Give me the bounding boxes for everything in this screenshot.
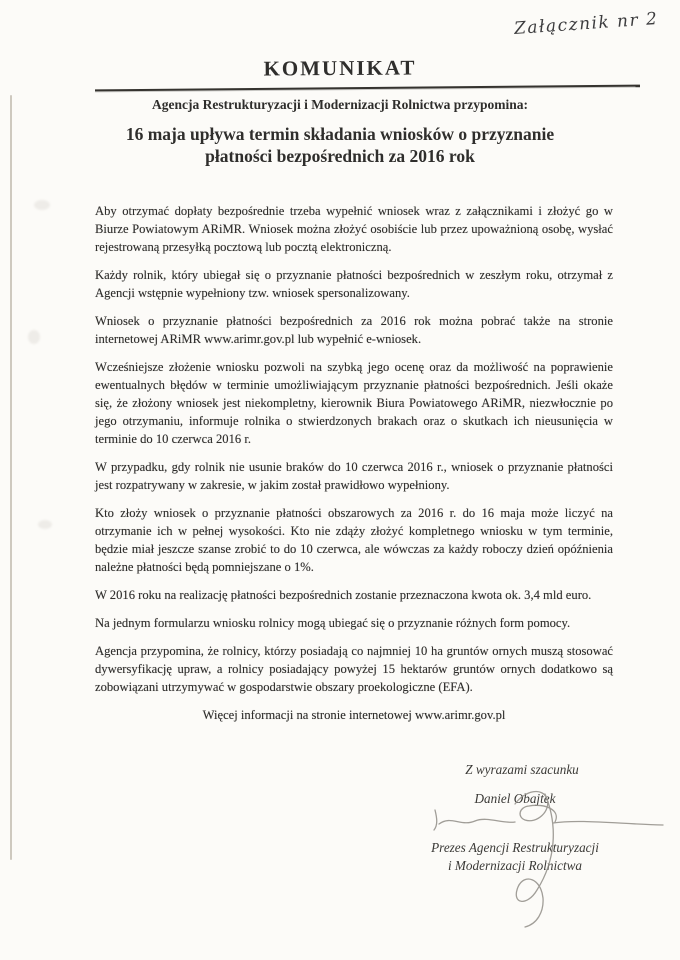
- paragraph-6: Kto złoży wniosek o przyznanie płatności obszarowych za 2016 r. do 16 maja może liczyć na otrzymanie ich w pełnej wysokości. Kto nie zdąży złożyć kompletnego wniosku w tym terminie, będzie miał jeszcze szanse zrobić to do 10 czerwca, ale wówczas za każdy roboczy dzień opóźnienia należne płatności będą pomniejszane o 1%.: [95, 506, 613, 574]
- document-body: [95, 202, 613, 724]
- paragraph-4: Wcześniejsze złożenie wniosku pozwoli na szybką jego ocenę oraz da możliwość na poprawienie ewentualnych błędów w terminie umożliwiającym przyznanie płatności bezpośrednich. Jeśli okaże się, że złożony wniosek jest niekompletny, kierownik Biura Powiatowego ARiMR, niezwłocznie po jego otrzymaniu, informuje rolnika o stwierdzonych brakach oraz o skutkach ich nieusunięcia w terminie do 10 czerwca 2016 r.: [95, 360, 613, 446]
- signature-block: [372, 762, 658, 875]
- signatory-title-line-1: Prezes Agencji Restrukturyzacji: [431, 840, 599, 855]
- paragraph-2: Każdy rolnik, który ubiegał się o przyznanie płatności bezpośrednich w zeszłym roku, otrzymał z Agencji wstępnie wypełniony tzw. wniosek spersonalizowany.: [95, 268, 613, 300]
- paragraph-7: W 2016 roku na realizację płatności bezpośrednich zostanie przeznaczona kwota ok. 3,4 mld euro.: [95, 588, 592, 602]
- paragraph-3: Wniosek o przyznanie płatności bezpośrednich za 2016 rok można pobrać także na stronie internetowej ARiMR www.arimr.gov.pl lub wypełnić e-wniosek.: [95, 314, 613, 346]
- paragraph-9: Agencja przypomina, że rolnicy, którzy posiadają co najmniej 10 ha gruntów ornych muszą stosować dywersyfikację upraw, a rolnicy posiadający powyżej 15 hektarów gruntów ornych dodatkowo są zobowiązani utrzymywać w gospodarstwie obszary proekologiczne (EFA).: [95, 644, 613, 694]
- more-info-line: Więcej informacji na stronie internetowej www.arimr.gov.pl: [202, 708, 506, 722]
- paragraph-1: Aby otrzymać dopłaty bezpośrednie trzeba wypełnić wniosek wraz z załącznikami i złożyć go w Biurze Powiatowym ARiMR. Wniosek można złożyć osobiście lub przez upoważnioną osobę, wysłać rejestrowaną przesyłką pocztową lub pocztą elektroniczną.: [95, 204, 613, 254]
- signatory-name: Daniel Obajtek: [474, 791, 556, 806]
- paragraph-8: Na jednym formularzu wniosku rolnicy mogą ubiegać się o przyznanie różnych form pomocy.: [95, 616, 571, 630]
- document-title: KOMUNIKAT: [263, 55, 417, 81]
- signature-salutation: Z wyrazami szacunku: [465, 762, 579, 777]
- scan-smudge: [34, 200, 50, 210]
- document-subtitle: Agencja Restrukturyzacji i Modernizacji Rolnictwa przypomina:: [151, 97, 529, 112]
- paragraph-5: W przypadku, gdy rolnik nie usunie braków do 10 czerwca 2016 r., wniosek o przyznanie płatności jest rozpatrywany w zakresie, w jakim został prawidłowo wypełniony.: [95, 460, 613, 492]
- handwritten-annotation: Załącznik nr 2: [513, 8, 659, 40]
- scan-smudge: [38, 520, 52, 529]
- signatory-title-line-2: i Modernizacji Rolnictwa: [447, 857, 583, 873]
- document-heading: 16 maja upływa termin składania wniosków o przyznanie płatności bezpośrednich za 2016 rok: [125, 124, 555, 166]
- scan-edge-line: [10, 95, 12, 860]
- title-underline: [95, 85, 640, 92]
- scan-smudge: [28, 330, 40, 344]
